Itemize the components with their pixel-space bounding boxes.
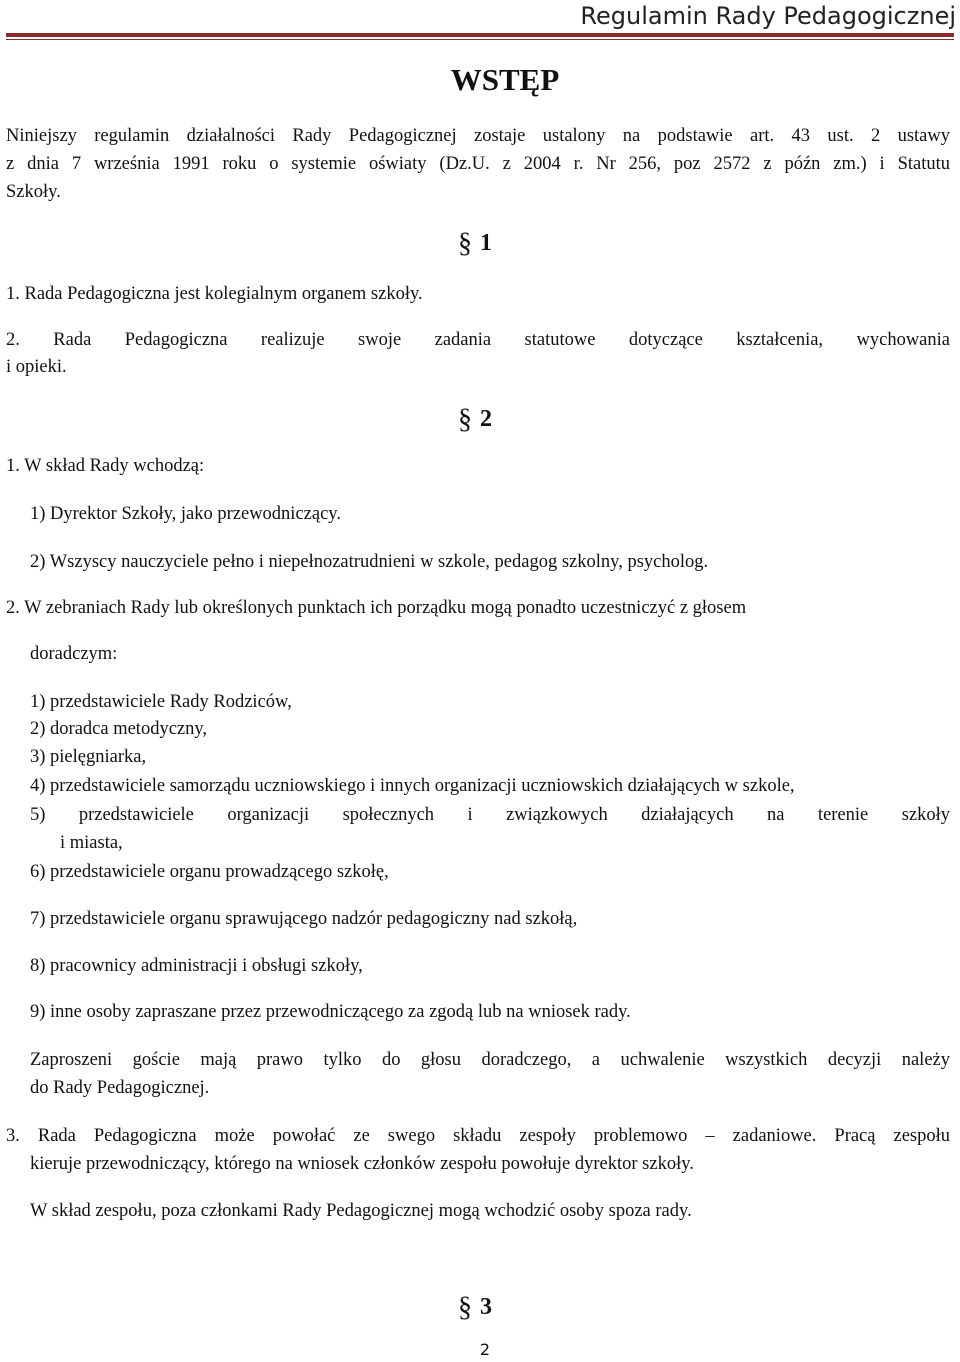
running-header: Regulamin Rady Pedagogicznej: [580, 2, 956, 30]
s2-advisor-item-2: 2) doradca metodyczny,: [30, 719, 208, 739]
s2-advisor-item-7: 7) przedstawiciele organu sprawującego nadzór pedagogiczny nad szkołą,: [30, 909, 578, 929]
section-symbol: §: [458, 1292, 472, 1323]
section-heading-1: [458, 228, 492, 259]
header-rule: [6, 33, 954, 37]
s2-advisor-item-6: 6) przedstawiciele organu prowadzącego szkołę,: [30, 862, 389, 882]
s2-paragraph-2-line-2: doradczym:: [30, 644, 118, 664]
s2-paragraph-1: 1. W skład Rady wchodzą:: [6, 456, 205, 476]
page-title: WSTĘP: [450, 62, 560, 97]
section-symbol: §: [458, 228, 472, 259]
section-heading-3: [458, 1292, 492, 1323]
s2-paragraph-3-line-1: 3. Rada Pedagogiczna może powołać ze swego składu zespoły problemowo – zadaniowe. Pracą zespołu: [6, 1126, 950, 1146]
s2-advisor-item-4: 4) przedstawiciele samorządu uczniowskiego i innych organizacji uczniowskich działających w szkole,: [30, 776, 795, 796]
intro-line-2: z dnia 7 września 1991 roku o systemie oświaty (Dz.U. z 2004 r. Nr 256, poz 2572 z późn zm.) i Statutu: [6, 154, 950, 174]
s2-advisor-item-8: 8) pracownicy administracji i obsługi szkoły,: [30, 956, 363, 976]
section-heading-2: [458, 404, 492, 435]
header-rule-thin: [6, 39, 954, 40]
s2-member-1: 1) Dyrektor Szkoły, jako przewodniczący.: [30, 504, 341, 524]
intro-line-3: Szkoły.: [6, 182, 61, 202]
section-number: 1: [480, 230, 492, 256]
page-number: 2: [479, 1340, 491, 1359]
s1-paragraph-2-line-1: 2. Rada Pedagogiczna realizuje swoje zadania statutowe dotyczące kształcenia, wychowania: [6, 330, 950, 350]
s2-member-2: 2) Wszyscy nauczyciele pełno i niepełnozatrudnieni w szkole, pedagog szkolny, psycholog.: [30, 552, 709, 572]
section-number: 2: [480, 406, 492, 432]
s2-guests-line-2: do Rady Pedagogicznej.: [30, 1078, 210, 1098]
s2-advisor-item-5-line-1: 5) przedstawiciele organizacji społecznych i związkowych działających na terenie szkoły: [30, 805, 950, 825]
s2-advisor-item-5-line-2: i miasta,: [60, 833, 123, 853]
s1-paragraph-1: 1. Rada Pedagogiczna jest kolegialnym organem szkoły.: [6, 284, 423, 304]
s2-guests-line-1: Zaproszeni goście mają prawo tylko do głosu doradczego, a uchwalenie wszystkich decyzji należy: [30, 1050, 950, 1070]
s2-paragraph-2-line-1: 2. W zebraniach Rady lub określonych punktach ich porządku mogą ponadto uczestniczyć z głosem: [6, 598, 747, 618]
s2-advisor-item-9: 9) inne osoby zapraszane przez przewodniczącego za zgodą lub na wniosek rady.: [30, 1002, 631, 1022]
section-symbol: §: [458, 404, 472, 435]
intro-line-1: Niniejszy regulamin działalności Rady Pedagogicznej zostaje ustalony na podstawie art. 43 ust. 2 ustawy: [6, 126, 950, 146]
s1-paragraph-2-line-2: i opieki.: [6, 357, 67, 377]
s2-advisor-item-3: 3) pielęgniarka,: [30, 747, 147, 767]
section-number: 3: [480, 1294, 492, 1320]
s2-advisor-item-1: 1) przedstawiciele Rady Rodziców,: [30, 692, 292, 712]
s2-paragraph-3-line-2: kieruje przewodniczący, którego na wniosek członków zespołu powołuje dyrektor szkoły.: [30, 1154, 694, 1174]
s2-paragraph-3-extra: W skład zespołu, poza członkami Rady Pedagogicznej mogą wchodzić osoby spoza rady.: [30, 1201, 692, 1221]
